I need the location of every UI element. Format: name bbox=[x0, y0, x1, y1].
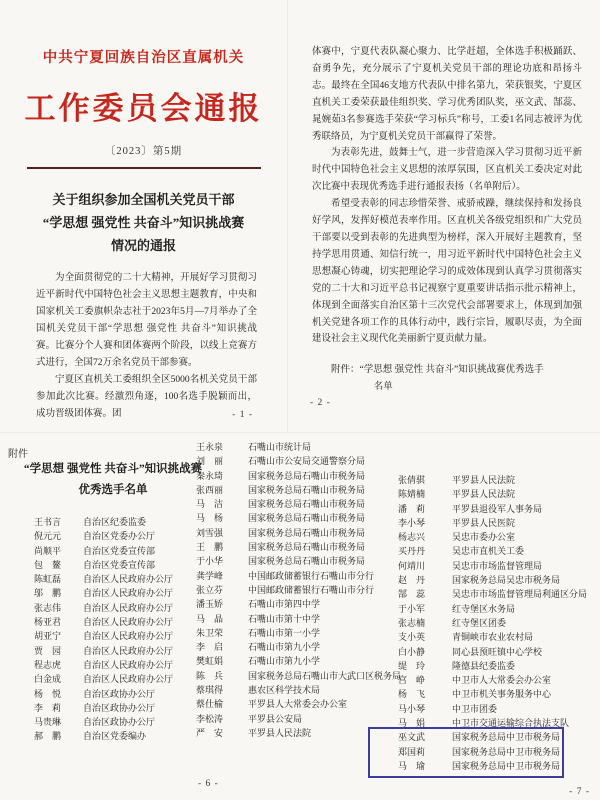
person-organization: 自治区人民政府办公厅 bbox=[83, 631, 174, 642]
person-name: 王永泉 bbox=[196, 442, 224, 452]
document-title-line1: 关于组织参加全国机关党员干部 bbox=[52, 192, 235, 207]
roster-row bbox=[196, 469, 401, 483]
person-name: 杨 飞 bbox=[398, 689, 426, 700]
roster-row bbox=[196, 654, 401, 668]
person-organization: 国家税务总局石嘴山市税务局 bbox=[248, 556, 366, 567]
person-name: 宫 峥 bbox=[398, 675, 426, 686]
person-name: 马 晶 bbox=[196, 613, 224, 624]
roster-row bbox=[196, 683, 401, 697]
roster-row bbox=[398, 659, 587, 673]
person-organization: 国家税务总局石嘴山市税务局 bbox=[248, 542, 366, 553]
page-number: - 7 - bbox=[569, 787, 590, 797]
person-name: 陈虹磊 bbox=[34, 574, 62, 585]
roster-row bbox=[196, 540, 401, 554]
person-name: 买丹丹 bbox=[398, 546, 426, 557]
roster-row bbox=[398, 645, 587, 659]
person-organization: 吴忠市委办公室 bbox=[452, 532, 516, 543]
person-name: 蔡琪得 bbox=[196, 685, 224, 696]
roster-row bbox=[34, 672, 173, 686]
person-name: 胡亚宁 bbox=[34, 631, 62, 642]
person-name: 郝 鹏 bbox=[34, 731, 62, 742]
person-name: 陈婧楠 bbox=[398, 489, 426, 500]
person-name: 郜 蕊 bbox=[398, 589, 426, 600]
person-name: 潘 莉 bbox=[398, 503, 426, 514]
person-name: 张西丽 bbox=[196, 484, 224, 495]
page-number: - 1 - bbox=[232, 410, 253, 420]
person-organization: 吴忠市市场监督管理局 bbox=[452, 560, 543, 571]
person-organization: 自治区人民政府办公厅 bbox=[83, 674, 174, 685]
person-organization: 自治区党委办公厅 bbox=[83, 531, 156, 542]
person-organization: 自治区党委编办 bbox=[83, 731, 147, 742]
person-name: 张志伟 bbox=[34, 602, 62, 613]
person-organization: 惠农区科学技术局 bbox=[248, 685, 321, 696]
roster-row bbox=[398, 502, 587, 516]
person-name: 杨 悦 bbox=[34, 688, 62, 699]
roster-row bbox=[34, 544, 173, 558]
person-name: 马 瑜 bbox=[398, 760, 426, 771]
person-name: 秦永琦 bbox=[196, 470, 224, 481]
person-organization: 石嘴山市公安局交通警察分局 bbox=[248, 456, 366, 467]
person-name: 李 莉 bbox=[34, 702, 62, 713]
person-name: 邬 鹏 bbox=[34, 588, 62, 599]
person-name: 李松涛 bbox=[196, 713, 224, 724]
paragraph: 体赛中，宁夏代表队凝心聚力、比学赶超，全体选手积极踊跃、奋勇争先，充分展示了宁夏机关党员干部的理论功底和昂扬斗志。最终在全国46支地方代表队中排名第九，荣获银奖，宁夏区直机关工委荣获最佳组织奖、学习优秀团队奖，巫文武、郜蕊、晁婉茹3名参赛选手荣获“学习标兵”称号，工委1名同志被评为优秀联络员，为宁夏机关党员干部赢得了荣誉。 bbox=[312, 47, 582, 142]
roster-row bbox=[34, 729, 173, 743]
roster-row bbox=[398, 673, 587, 687]
roster-right-boxed bbox=[398, 730, 587, 773]
roster-row bbox=[196, 569, 401, 583]
roster-row bbox=[196, 483, 401, 497]
roster-right-main bbox=[398, 473, 587, 730]
roster-row bbox=[398, 530, 587, 544]
person-organization: 平罗县人民法院 bbox=[452, 475, 516, 485]
person-name: 严 安 bbox=[196, 727, 224, 738]
person-name: 白小静 bbox=[398, 646, 426, 657]
bulletin-masthead: 工作委员会通报 bbox=[24, 91, 263, 126]
paragraph: 为表彰先进，鼓舞士气，进一步营造深入学习贯彻习近平新时代中国特色社会主义思想的浓厚氛围，区直机关工委决定对此次比赛中表现优秀选手进行通报表扬（名单附后）。 bbox=[312, 148, 582, 193]
person-name: 何靖川 bbox=[398, 560, 426, 571]
person-name: 杨志兴 bbox=[398, 532, 426, 543]
person-organization: 中国邮政储蓄银行石嘴山市分行 bbox=[248, 570, 375, 581]
person-organization: 平罗县人民法院 bbox=[452, 489, 516, 500]
person-organization: 平罗县人民法院 bbox=[248, 727, 312, 738]
person-organization: 自治区党委宣传部 bbox=[83, 545, 156, 556]
roster-row bbox=[34, 558, 173, 572]
issuing-organization: 中共宁夏回族自治区直属机关 bbox=[42, 50, 245, 66]
roster-row bbox=[398, 630, 587, 644]
roster-row-highlighted bbox=[398, 745, 587, 759]
roster-row bbox=[398, 559, 587, 573]
person-organization: 自治区党委宣传部 bbox=[83, 559, 156, 570]
person-name: 于小华 bbox=[196, 556, 224, 567]
roster-row-highlighted bbox=[398, 759, 587, 773]
person-organization: 国家税务总局中卫市税务局 bbox=[452, 760, 561, 771]
roster-column-right bbox=[398, 473, 587, 773]
person-name: 陈 兵 bbox=[196, 670, 224, 681]
person-organization: 红寺堡区水务局 bbox=[452, 603, 516, 614]
page1-body bbox=[36, 270, 257, 422]
person-organization: 国家税务总局石嘴山市税务局 bbox=[248, 527, 366, 538]
roster-row bbox=[398, 602, 587, 616]
roster-row bbox=[196, 583, 401, 597]
attachment-corner-label: 附件 bbox=[8, 449, 28, 460]
person-name: 张志楠 bbox=[398, 617, 426, 628]
roster-row bbox=[34, 715, 173, 729]
roster-row bbox=[398, 702, 587, 716]
person-name: 支小英 bbox=[398, 632, 426, 643]
person-name: 程志虎 bbox=[34, 659, 62, 670]
roster-row bbox=[398, 487, 587, 501]
person-organization: 自治区人民政府办公厅 bbox=[83, 588, 174, 599]
person-organization: 石嘴山市第四中学 bbox=[248, 599, 321, 610]
roster-row bbox=[398, 716, 587, 730]
roster-row bbox=[398, 587, 587, 601]
person-organization: 红寺堡区团委 bbox=[452, 617, 507, 628]
person-organization: 同心县预旺镇中心学校 bbox=[452, 646, 543, 657]
roster-row bbox=[398, 473, 587, 487]
roster-row bbox=[34, 572, 173, 586]
person-organization: 中国邮政储蓄银行石嘴山市分行 bbox=[248, 584, 375, 595]
roster-row bbox=[34, 658, 173, 672]
attachment-line1: 附件：“学思想 强党性 共奋斗”知识挑战赛优秀选手 bbox=[331, 365, 544, 376]
person-organization: 隆德县纪委监委 bbox=[452, 660, 516, 671]
person-organization: 国家税务总局石嘴山市税务局 bbox=[248, 484, 366, 495]
person-name: 王书言 bbox=[34, 517, 62, 527]
roster-column-left bbox=[34, 515, 173, 744]
person-organization: 石嘴山市第九小学 bbox=[248, 656, 321, 667]
masthead-divider bbox=[27, 167, 261, 169]
person-organization: 国家税务总局石嘴山市税务局 bbox=[248, 499, 366, 510]
person-organization: 国家税务总局中卫市税务局 bbox=[452, 732, 561, 743]
roster-row bbox=[34, 687, 173, 701]
document-title-line2: “学思想 强党性 共奋斗”知识挑战赛 bbox=[42, 214, 245, 230]
roster-row bbox=[34, 601, 173, 615]
roster-row bbox=[196, 726, 401, 740]
person-name: 赵 丹 bbox=[398, 575, 426, 586]
person-organization: 国家税务总局吴忠市税务局 bbox=[452, 575, 561, 586]
attachment-note bbox=[312, 362, 582, 396]
person-name: 樊虹娟 bbox=[196, 656, 224, 667]
person-name: 杨亚君 bbox=[34, 617, 62, 628]
person-name: 于小军 bbox=[398, 603, 426, 614]
person-organization: 自治区人民政府办公厅 bbox=[83, 617, 174, 628]
person-organization: 石嘴山市第九小学 bbox=[248, 642, 321, 653]
roster-row bbox=[196, 626, 401, 640]
person-name: 贾 园 bbox=[34, 645, 62, 656]
person-name: 张立芬 bbox=[196, 584, 224, 595]
paragraph: 宁夏区直机关工委组织全区5000名机关党员干部参加此次比赛。经激烈角逐，100名选手脱颖而出，成功晋级团体赛。团 bbox=[36, 374, 257, 419]
roster-sheet bbox=[0, 432, 600, 800]
person-name: 刘雪强 bbox=[196, 527, 224, 538]
roster-row bbox=[398, 616, 587, 630]
person-organization: 自治区人民政府办公厅 bbox=[83, 645, 174, 656]
roster-row bbox=[398, 544, 587, 558]
person-organization: 石嘴山市统计局 bbox=[248, 442, 312, 452]
roster-row bbox=[196, 597, 401, 611]
roster-row bbox=[196, 640, 401, 654]
person-name: 龚学峰 bbox=[196, 570, 224, 581]
roster-row bbox=[34, 629, 173, 643]
roster-row bbox=[196, 712, 401, 726]
person-organization: 吴忠市直机关工委 bbox=[452, 546, 525, 557]
roster-row bbox=[34, 644, 173, 658]
roster-row bbox=[196, 697, 401, 711]
roster-row bbox=[196, 497, 401, 511]
person-name: 刘 丽 bbox=[196, 456, 224, 467]
person-organization: 国家税务总局石嘴山市大武口区税务局 bbox=[248, 670, 402, 681]
issue-number: 〔2023〕第5期 bbox=[104, 146, 183, 157]
person-organization: 国家税务总局中卫市税务局 bbox=[452, 746, 561, 757]
roster-row bbox=[34, 701, 173, 715]
roster-row bbox=[398, 516, 587, 530]
page-2 bbox=[288, 0, 600, 432]
page-number: - 2 - bbox=[310, 398, 331, 408]
person-name: 包 鳌 bbox=[34, 559, 62, 570]
person-name: 马 杨 bbox=[196, 513, 224, 524]
person-organization: 国家税务总局石嘴山市税务局 bbox=[248, 513, 366, 524]
person-name: 郑国莉 bbox=[398, 746, 426, 757]
person-organization: 国家税务总局石嘴山市税务局 bbox=[248, 470, 366, 481]
person-name: 缇 玲 bbox=[398, 660, 426, 671]
roster-column-middle bbox=[196, 440, 401, 740]
person-organization: 中卫市机关事务服务中心 bbox=[452, 689, 552, 700]
person-name: 巫文武 bbox=[398, 732, 426, 743]
roster-row bbox=[196, 526, 401, 540]
person-organization: 自治区政协办公厅 bbox=[83, 702, 156, 713]
person-name: 潘玉娇 bbox=[196, 599, 224, 610]
roster-row bbox=[196, 454, 401, 468]
person-name: 白金成 bbox=[34, 674, 62, 685]
person-name: 蔡仕榆 bbox=[196, 699, 224, 710]
person-name: 王 鹏 bbox=[196, 542, 224, 553]
person-name: 尚顺平 bbox=[34, 545, 62, 556]
roster-row bbox=[34, 515, 173, 529]
page-1 bbox=[0, 0, 288, 432]
person-organization: 平罗县人大常委会办公室 bbox=[248, 699, 348, 710]
roster-row bbox=[398, 573, 587, 587]
person-name: 马 娟 bbox=[398, 718, 426, 729]
person-organization: 平罗县公安局 bbox=[248, 713, 303, 724]
roster-title bbox=[14, 459, 212, 502]
document-title bbox=[0, 189, 287, 257]
person-organization: 吴忠市市场监督管理局利通区分局 bbox=[452, 589, 588, 600]
person-organization: 石嘴山市第十中学 bbox=[248, 613, 321, 624]
person-name: 朱卫荣 bbox=[196, 627, 224, 638]
person-organization: 自治区人民政府办公厅 bbox=[83, 659, 174, 670]
roster-row bbox=[34, 586, 173, 600]
roster-row bbox=[196, 511, 401, 525]
person-organization: 中卫市交通运输综合执法支队 bbox=[452, 718, 570, 729]
document-title-line3: 情况的通报 bbox=[110, 237, 176, 253]
person-name: 马小琴 bbox=[398, 703, 426, 714]
paragraph: 为全面贯彻党的二十大精神，开展好学习贯彻习近平新时代中国特色社会主义思想主题教育，中央和国家机关工委旗帜杂志社于2023年5月—7月举办了全国机关党员干部“学思想 强党性 共奋斗”知识挑战赛。比赛分个人赛和团体赛两个阶段，以线上竞赛方式进行，全国72万余名党员干部参赛。 bbox=[36, 273, 257, 368]
person-organization: 自治区纪委监委 bbox=[83, 517, 147, 527]
person-organization: 平罗县人民医院 bbox=[452, 517, 516, 528]
person-organization: 中卫市人大常委会办公室 bbox=[452, 675, 552, 686]
person-name: 倪元元 bbox=[34, 531, 62, 542]
roster-row bbox=[196, 440, 401, 454]
roster-row bbox=[196, 669, 401, 683]
person-name: 马贵琳 bbox=[34, 717, 62, 728]
person-organization: 自治区人民政府办公厅 bbox=[83, 574, 174, 585]
attachment-line2: 名单 bbox=[373, 382, 393, 393]
roster-row bbox=[34, 529, 173, 543]
page2-body bbox=[312, 44, 582, 396]
person-name: 李小琴 bbox=[398, 517, 426, 528]
person-organization: 青铜峡市农业农村局 bbox=[452, 632, 534, 643]
roster-title-line2: 优秀选手名单 bbox=[78, 484, 148, 497]
roster-row bbox=[196, 612, 401, 626]
paragraph: 希望受表彰的同志珍惜荣誉、戒骄戒躁，继续保持和发扬良好学风，发挥好模范表率作用。区直机关各级党组织和广大党员干部要以受到表彰的先进典型为榜样，深入开展好主题教育，坚持学思用贯通、知信行统一，用习近平新时代中国特色社会主义思想凝心铸魂，切实把理论学习的成效体现到认真学习贯彻落实党的二十大和习近平总书记视察宁夏重要讲话指示批示精神上，体现到全面落实自治区第十三次党代会部署要求上，体现到加强机关党建各项工作的具体行动中，践行宗旨，履职尽责，为全面建设社会主义现代化美丽新宁夏贡献力量。 bbox=[312, 199, 582, 345]
person-organization: 自治区政协办公厅 bbox=[83, 688, 156, 699]
person-organization: 石嘴山市第一小学 bbox=[248, 627, 321, 638]
person-organization: 自治区人民政府办公厅 bbox=[83, 602, 174, 613]
person-organization: 平罗县退役军人事务局 bbox=[452, 503, 543, 514]
person-name: 马 洁 bbox=[196, 499, 224, 510]
roster-row bbox=[34, 615, 173, 629]
person-organization: 中卫市团委 bbox=[452, 703, 498, 714]
page-number: - 6 - bbox=[198, 779, 219, 789]
roster-row bbox=[398, 687, 587, 701]
roster-row bbox=[196, 554, 401, 568]
person-name: 张倩骐 bbox=[398, 475, 426, 485]
person-name: 李 启 bbox=[196, 642, 224, 653]
person-organization: 自治区政协办公厅 bbox=[83, 717, 156, 728]
roster-row-highlighted bbox=[398, 730, 587, 744]
roster-title-line1: “学思想 强党性 共奋斗”知识挑战赛 bbox=[23, 463, 203, 475]
